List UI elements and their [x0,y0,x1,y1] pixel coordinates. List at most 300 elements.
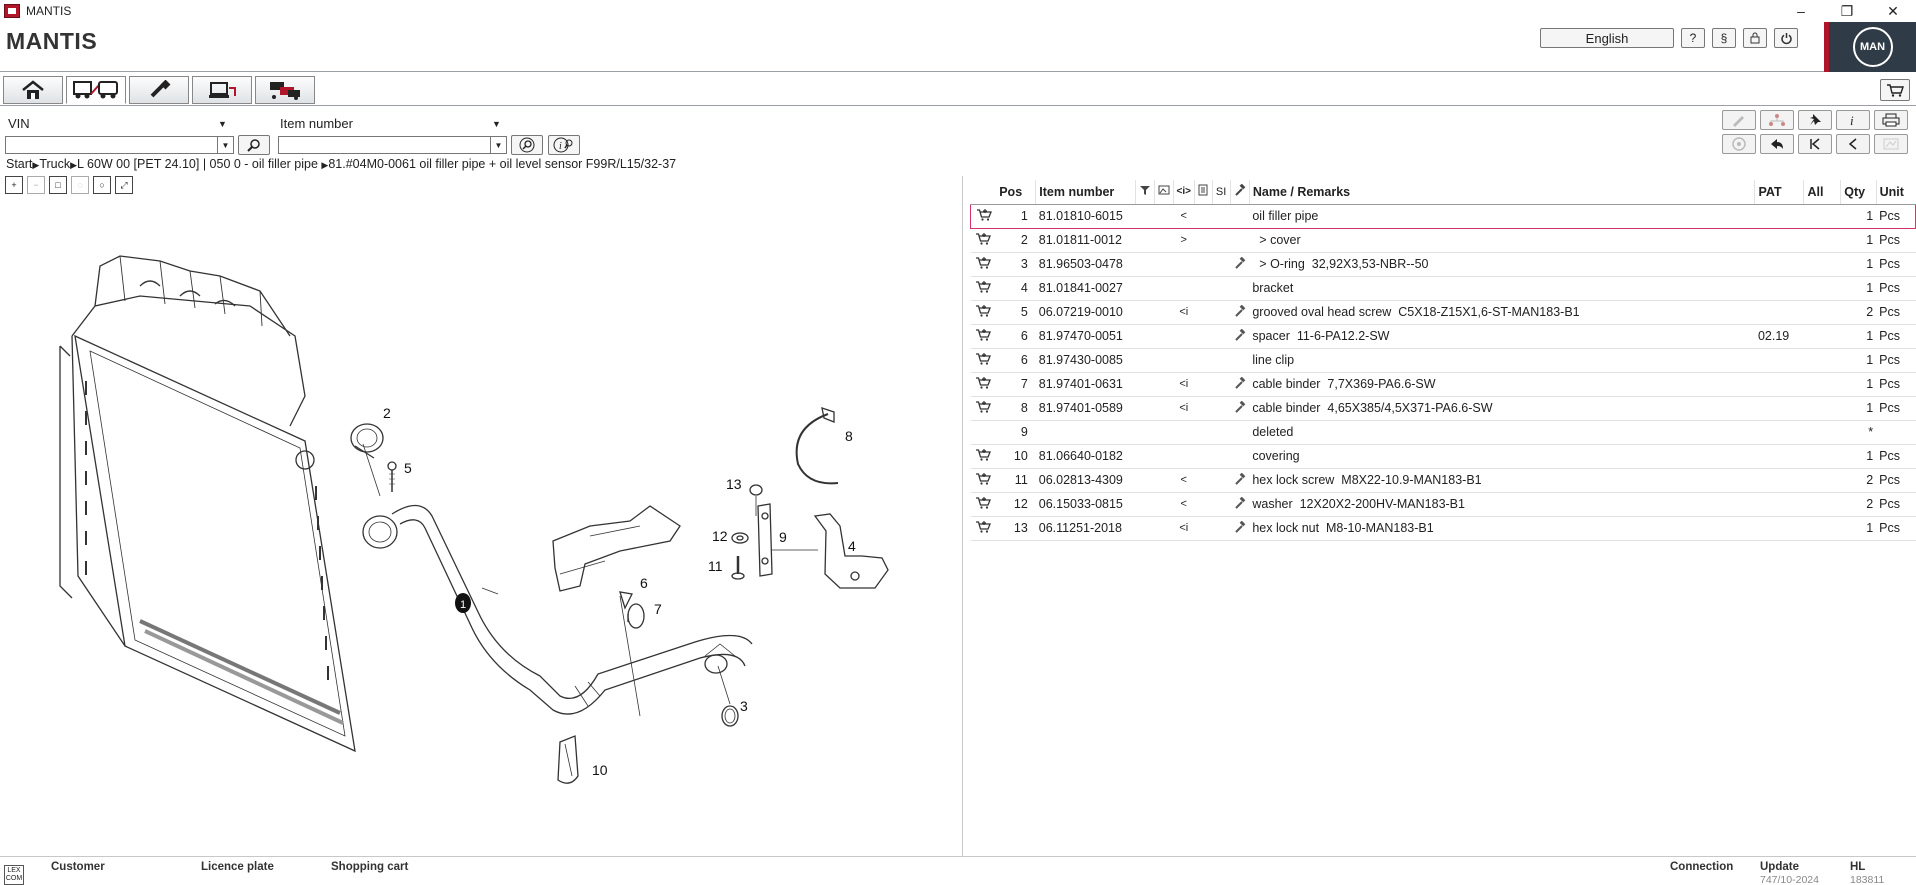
triangle-right-icon: ▶ [70,160,78,170]
cell-item-number[interactable]: 81.01841-0027 [1036,276,1135,300]
cell-qty: 1 [1841,516,1876,540]
lexcom-logo [4,865,24,885]
callout-13[interactable]: 13 [726,476,742,492]
print-button[interactable] [1874,110,1908,130]
cell-filter [1135,396,1154,420]
add-to-cart-icon [975,376,991,389]
table-row[interactable] [971,204,1916,228]
cell-item-number[interactable]: 06.07219-0010 [1036,300,1135,324]
graphic-button[interactable] [1874,134,1908,154]
cell-all [1804,204,1841,228]
cell-item-number[interactable]: 81.06640-0182 [1036,444,1135,468]
svg-text:i: i [559,141,562,152]
brand-title: MANTIS [6,28,98,54]
cell-item-number[interactable]: 81.97470-0051 [1036,324,1135,348]
panel-divider[interactable] [962,176,963,856]
window-titlebar [0,0,1916,22]
cell-filter [1135,468,1154,492]
zoom-reset-icon[interactable]: ○ [93,176,111,194]
cell-pat [1755,300,1804,324]
cell-pat [1755,396,1804,420]
cell-document [1194,516,1212,540]
lexcom-logo-text: LEX COM [5,867,23,882]
zoom-in-icon[interactable]: + [5,176,23,194]
info-button[interactable] [1836,110,1870,130]
hl-value: 183811 [1850,874,1885,885]
chevron-down-icon[interactable]: ▼ [490,137,506,153]
main-tabbar [0,73,1916,106]
cell-item-number[interactable]: 81.97401-0589 [1036,396,1135,420]
previous-button[interactable] [1836,134,1870,154]
cell-si [1212,444,1230,468]
computer-icon [207,80,237,100]
hl-label: HL [1850,861,1866,873]
add-to-cart-icon [975,304,991,317]
add-to-cart-button[interactable] [971,324,997,348]
cell-document [1194,204,1212,228]
cell-item-number[interactable] [1036,420,1135,444]
cell-document [1194,348,1212,372]
vin-input[interactable] [5,136,234,154]
cell-tool[interactable] [1230,396,1249,420]
callout-3[interactable]: 3 [740,698,748,714]
cell-qty: 1 [1841,228,1876,252]
breadcrumb-truck[interactable]: Truck [39,157,71,171]
callout-1[interactable]: 1 [460,599,467,611]
callout-4[interactable]: 4 [848,538,856,554]
shopping-cart-button[interactable] [1880,79,1910,101]
cell-unit: Pcs [1876,468,1915,492]
tab-fleet[interactable] [255,76,315,104]
cell-reference-flag[interactable]: < [1173,492,1194,516]
exploded-parts-drawing[interactable] [0,196,962,856]
cell-filter [1135,516,1154,540]
info-search-icon [553,137,575,153]
table-row[interactable] [971,396,1916,420]
item-info-button[interactable] [548,135,580,155]
picture-icon [1158,184,1170,196]
cell-pat [1755,516,1804,540]
cell-tool[interactable] [1230,252,1249,276]
item-number-input[interactable] [278,136,507,154]
legal-button[interactable]: § [1712,28,1736,48]
close-button[interactable]: ✕ [1887,2,1899,19]
cell-si [1212,396,1230,420]
cell-si [1212,492,1230,516]
add-to-cart-button[interactable] [971,516,997,540]
back-up-button[interactable] [1760,134,1794,154]
cell-pos: 10 [996,444,1036,468]
add-to-cart-icon [975,328,991,341]
item-number-dropdown-label[interactable]: Item number [280,116,353,131]
cell-document [1194,252,1212,276]
shopping-cart-label[interactable]: Shopping cart [331,861,409,873]
add-to-cart-button[interactable] [971,348,997,372]
cell-tool [1230,276,1249,300]
add-to-cart-icon [975,400,991,413]
table-row[interactable] [971,300,1916,324]
pin-icon [1808,113,1822,127]
cell-unit: Pcs [1876,300,1915,324]
add-to-cart-button[interactable] [971,372,997,396]
cell-pos: 4 [996,276,1036,300]
parts-table [970,180,1916,541]
table-row[interactable] [971,444,1916,468]
header-all[interactable]: All [1804,180,1841,204]
fleet-icon [266,80,304,100]
cell-tool[interactable] [1230,468,1249,492]
cell-picture [1154,492,1173,516]
cell-reference-flag[interactable]: > [1173,228,1194,252]
zoom-previous-icon[interactable]: ◌ [71,176,89,194]
chevron-down-icon[interactable]: ▼ [217,137,233,153]
cell-filter [1135,420,1154,444]
add-to-cart-icon [975,472,991,485]
cell-unit: Pcs [1876,372,1915,396]
statusbar [0,856,1916,885]
vin-search-button[interactable] [238,135,270,155]
cell-unit: Pcs [1876,492,1915,516]
cell-all [1804,396,1841,420]
header-item-number[interactable]: Item number [1036,180,1135,204]
help-button[interactable]: ? [1681,28,1705,48]
cell-all [1804,468,1841,492]
table-row[interactable] [971,324,1916,348]
cell-tool[interactable] [1230,492,1249,516]
cell-unit: Pcs [1876,348,1915,372]
cell-name: covering [1249,444,1755,468]
header-pat[interactable]: PAT [1755,180,1804,204]
tab-parts[interactable] [129,76,189,104]
zoom-region-icon[interactable]: □ [49,176,67,194]
graphic-icon [1882,137,1900,151]
cell-qty: 1 [1841,324,1876,348]
cell-pos: 9 [996,420,1036,444]
cell-qty: 1 [1841,372,1876,396]
header-tools [1540,28,1798,48]
cell-reference-flag[interactable]: < [1173,204,1194,228]
table-row[interactable] [971,468,1916,492]
hammer-icon [1234,257,1246,269]
triangle-right-icon: ▶ [321,160,329,170]
cell-filter [1135,324,1154,348]
cell-reference-flag[interactable]: <i [1173,516,1194,540]
cell-reference-flag[interactable] [1173,276,1194,300]
cell-pat [1755,492,1804,516]
add-to-cart-button[interactable] [971,300,997,324]
cell-item-number[interactable]: 81.01811-0012 [1036,228,1135,252]
callout-10[interactable]: 10 [592,762,608,778]
cell-reference-flag[interactable] [1173,420,1194,444]
update-label: Update [1760,861,1799,873]
item-search-button[interactable] [511,135,543,155]
cell-document [1194,396,1212,420]
header-cart [971,180,997,204]
zoom-toolbar [5,176,133,194]
cell-name: hex lock screw M8X22-10.9-MAN183-B1 [1249,468,1755,492]
cell-tool[interactable] [1230,372,1249,396]
cell-pat [1755,276,1804,300]
cell-document [1194,444,1212,468]
lock-button[interactable] [1743,28,1767,48]
cell-picture [1154,444,1173,468]
table-row[interactable] [971,348,1916,372]
cell-pat [1755,228,1804,252]
cell-pos: 11 [996,468,1036,492]
add-to-cart-icon [975,448,991,461]
callout-8[interactable]: 8 [845,428,853,444]
table-row[interactable] [971,492,1916,516]
cell-document [1194,492,1212,516]
cell-picture [1154,300,1173,324]
disc-button[interactable] [1722,134,1756,154]
cell-all [1804,252,1841,276]
callout-9[interactable]: 9 [779,529,787,545]
vin-dropdown-label[interactable]: VIN [8,116,30,131]
table-row[interactable] [971,372,1916,396]
cell-reference-flag[interactable]: <i [1173,300,1194,324]
lock-icon [1749,32,1761,44]
update-value: 747/10-2024 [1760,874,1819,885]
cell-item-number[interactable]: 06.11251-2018 [1036,516,1135,540]
table-header-row [971,180,1916,204]
add-to-cart-button[interactable] [971,396,997,420]
add-to-cart-button[interactable] [971,276,997,300]
cell-name: grooved oval head screw C5X18-Z15X1,6-ST-MAN183-B1 [1249,300,1755,324]
cell-qty: 2 [1841,300,1876,324]
cell-name: bracket [1249,276,1755,300]
first-page-icon [1808,137,1822,151]
hierarchy-icon [1768,113,1786,127]
cell-filter [1135,204,1154,228]
cell-si [1212,228,1230,252]
edit-button[interactable] [1722,110,1756,130]
printer-icon [1882,113,1900,127]
cell-picture [1154,372,1173,396]
tab-home[interactable] [3,76,63,104]
cell-all [1804,492,1841,516]
cell-unit: Pcs [1876,444,1915,468]
cell-qty: 1 [1841,348,1876,372]
home-icon [20,80,46,100]
cell-filter [1135,252,1154,276]
chevron-left-icon [1846,137,1860,151]
tab-diagnostics[interactable] [192,76,252,104]
cell-document [1194,420,1212,444]
cell-pat [1755,204,1804,228]
cell-picture [1154,204,1173,228]
cell-tool [1230,348,1249,372]
cell-tool[interactable] [1230,300,1249,324]
breadcrumb [6,157,676,171]
chevron-down-icon[interactable]: ▼ [218,119,227,129]
man-logo [1824,22,1916,72]
restore-button[interactable]: ❐ [1840,2,1854,19]
cell-item-number[interactable]: 81.01810-6015 [1036,204,1135,228]
first-button[interactable] [1798,134,1832,154]
cell-pos: 6 [996,324,1036,348]
cell-name: > O-ring 32,92X3,53-NBR--50 [1249,252,1755,276]
callout-6[interactable]: 6 [640,575,648,591]
cell-unit: Pcs [1876,228,1915,252]
cell-picture [1154,468,1173,492]
callout-2[interactable]: 2 [383,405,391,421]
cell-filter [1135,300,1154,324]
header-unit[interactable]: Unit [1876,180,1915,204]
pin-button[interactable] [1798,110,1832,130]
cell-item-number[interactable]: 06.15033-0815 [1036,492,1135,516]
add-to-cart-button[interactable] [971,468,997,492]
callout-11[interactable]: 11 [708,558,723,574]
cell-name: washer 12X20X2-200HV-MAN183-B1 [1249,492,1755,516]
add-to-cart-button[interactable] [971,492,997,516]
cell-picture [1154,324,1173,348]
cell-pos: 8 [996,396,1036,420]
cell-qty: 1 [1841,204,1876,228]
header-pos[interactable]: Pos [996,180,1036,204]
cell-unit [1876,420,1915,444]
chevron-down-icon[interactable]: ▼ [492,119,501,129]
disc-icon [1731,137,1747,151]
structure-button[interactable] [1760,110,1794,130]
radiator-outline [75,336,355,751]
cell-pat [1755,444,1804,468]
cell-tool[interactable] [1230,516,1249,540]
cell-name: > cover [1249,228,1755,252]
hammer-icon [1234,521,1246,533]
header-name[interactable]: Name / Remarks [1249,180,1755,204]
language-button[interactable]: English [1540,28,1674,48]
header-document-icon [1194,180,1212,204]
breadcrumb-model[interactable]: L 60W 00 [PET 24.10] | 050 0 - oil filler pipe [77,157,318,171]
cell-qty: 1 [1841,276,1876,300]
tab-vehicles[interactable] [66,76,126,104]
window-title: MANTIS [26,4,72,18]
cell-all [1804,324,1841,348]
return-arrow-icon [1769,137,1785,151]
table-row[interactable] [971,228,1916,252]
cell-name: spacer 11-6-PA12.2-SW [1249,324,1755,348]
cell-filter [1135,348,1154,372]
add-to-cart-button[interactable] [971,228,997,252]
cell-pos: 7 [996,372,1036,396]
cell-filter [1135,372,1154,396]
table-row[interactable] [971,420,1916,444]
screw-icon [146,80,172,100]
pencil-icon [1731,113,1747,127]
add-to-cart-button[interactable] [971,444,997,468]
table-row[interactable] [971,276,1916,300]
cell-picture [1154,420,1173,444]
cell-name: line clip [1249,348,1755,372]
add-to-cart-button[interactable] [971,204,997,228]
cell-reference-flag[interactable] [1173,348,1194,372]
header-qty[interactable]: Qty [1841,180,1876,204]
hammer-icon [1234,401,1246,413]
add-to-cart-icon [975,520,991,533]
cell-filter [1135,228,1154,252]
customer-label[interactable]: Customer [51,861,105,873]
zoom-out-icon[interactable]: − [27,176,45,194]
cell-name: cable binder 4,65X385/4,5X371-PA6.6-SW [1249,396,1755,420]
cell-document [1194,300,1212,324]
cell-name: oil filler pipe [1249,204,1755,228]
hammer-icon [1234,184,1246,196]
cell-reference-flag[interactable] [1173,444,1194,468]
cell-reference-flag[interactable] [1173,324,1194,348]
cell-item-number[interactable]: 81.97430-0085 [1036,348,1135,372]
hammer-icon [1234,473,1246,485]
truck-bus-icon [71,79,121,101]
minimize-button[interactable]: – [1797,3,1805,19]
cell-item-number[interactable]: 81.96503-0478 [1036,252,1135,276]
document-icon [1198,184,1208,196]
callout-5[interactable]: 5 [404,460,412,476]
cell-tool [1230,420,1249,444]
add-to-cart-button[interactable] [971,252,997,276]
cell-qty: 2 [1841,492,1876,516]
cell-pat [1755,372,1804,396]
cell-document [1194,324,1212,348]
power-button[interactable] [1774,28,1798,48]
fit-screen-icon[interactable]: ⤢ [115,176,133,194]
cell-si [1212,516,1230,540]
cell-reference-flag[interactable]: < [1173,468,1194,492]
cell-reference-flag[interactable]: <i [1173,396,1194,420]
cell-qty: 1 [1841,444,1876,468]
cell-reference-flag[interactable]: <i [1173,372,1194,396]
cell-unit: Pcs [1876,396,1915,420]
parts-table-body [971,204,1916,540]
cell-tool[interactable] [1230,324,1249,348]
cell-si [1212,252,1230,276]
header-picture-icon [1154,180,1173,204]
add-to-cart-button [971,420,997,444]
table-row[interactable] [971,252,1916,276]
cell-all [1804,420,1841,444]
cell-si [1212,204,1230,228]
window-controls [1778,0,1916,22]
cell-all [1804,516,1841,540]
cell-pos: 5 [996,300,1036,324]
power-icon [1780,32,1793,45]
add-to-cart-icon [975,232,991,245]
info-icon [1846,113,1860,127]
cell-qty: 1 [1841,252,1876,276]
cell-item-number[interactable]: 81.97401-0631 [1036,372,1135,396]
cell-picture [1154,276,1173,300]
cell-qty: * [1841,420,1876,444]
cell-reference-flag[interactable] [1173,252,1194,276]
callout-12[interactable]: 12 [712,528,728,544]
callout-7[interactable]: 7 [654,601,662,617]
cell-name: cable binder 7,7X369-PA6.6-SW [1249,372,1755,396]
cell-pos: 12 [996,492,1036,516]
licence-plate-label[interactable]: Licence plate [201,861,274,873]
search-circle-icon [519,137,535,153]
cell-pat [1755,252,1804,276]
cell-filter [1135,276,1154,300]
breadcrumb-start[interactable]: Start [6,157,33,171]
cell-picture [1154,516,1173,540]
breadcrumb-group: 81.#04M0-0061 oil filler pipe + oil level sensor F99R/L15/32-37 [328,157,677,171]
filter-icon [1139,184,1151,196]
cell-picture [1154,228,1173,252]
table-row[interactable] [971,516,1916,540]
cell-si [1212,420,1230,444]
hammer-icon [1234,329,1246,341]
cell-item-number[interactable]: 06.02813-4309 [1036,468,1135,492]
